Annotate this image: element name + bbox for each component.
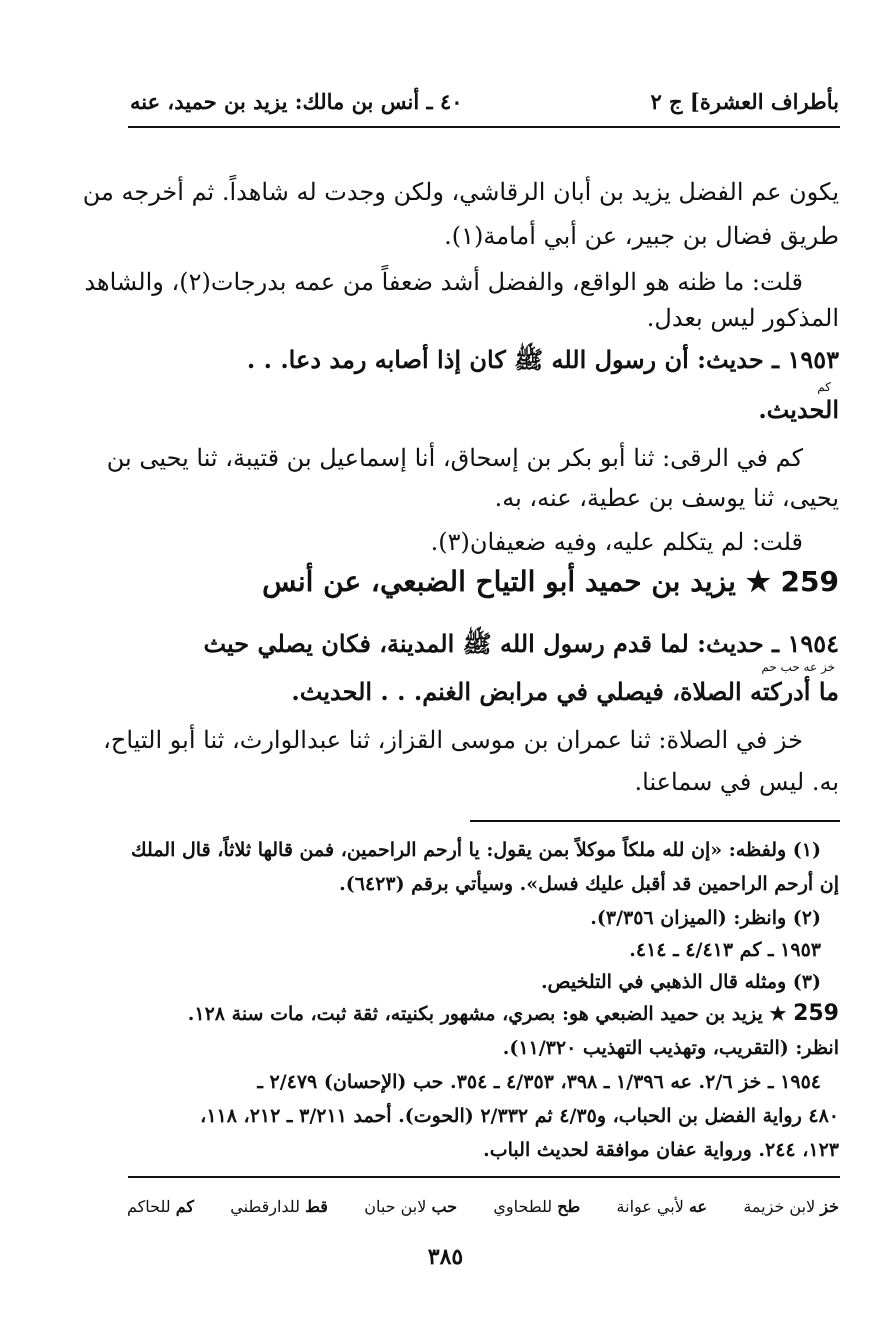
legend-item: قط للدارقطني [230, 1197, 328, 1216]
footnote-259-number: 259 [793, 1001, 839, 1026]
footnote-1954-line-3: ١٢٣، ٢٤٤. ورواية عفان موافقة لحديث الباب. [483, 1139, 839, 1161]
body-line-2: طريق فضال بن جبير، عن أبي أمامة(١). [444, 222, 839, 250]
body-line-3: قلت: ما ظنه هو الواقع، والفضل أشد ضعفاً من عمه بدرجات(٢)، والشاهد [84, 268, 803, 296]
abbreviation-legend [127, 1192, 839, 1222]
footnote-1-line-1: (١) ولفظه: «إن لله ملكاً موكلاً بمن يقول: يا أرحم الراحمين، فمن قالها ثلاثاً، قال الملك [131, 839, 821, 861]
footnote-1953-ref: ١٩٥٣ ـ كم ٤/٤١٣ ـ ٤١٤. [629, 939, 821, 961]
footnote-1954-line-2: ٤٨٠ رواية الفضل بن الحباب، و٤/٣٥ ثم ٢/٣٣٢ (الحوت). أحمد ٣/٢١١ ـ ٢١٢، ١١٨، [200, 1105, 839, 1127]
body-line-8: خز في الصلاة: ثنا عمران بن موسى القزاز، ثنا عبدالوارث، ثنا أبو التياح، [103, 726, 803, 754]
body-line-9: به. ليس في سماعنا. [634, 768, 839, 796]
legend-rule [128, 1176, 840, 1178]
hadith-1953-heading: ١٩٥٣ ـ حديث: أن رسول الله ﷺ كان إذا أصابه رمد دعا. . . [246, 345, 839, 374]
footnote-1954-line-1: ١٩٥٤ ـ خز ٢/٦. عه ١/٣٩٦ ـ ٣٩٨، ٤/٣٥٣ ـ ٣٥٤. حب (الإحسان) ٢/٤٧٩ ـ [257, 1071, 821, 1093]
star-icon: ★ [769, 1003, 787, 1025]
legend-item: كم للحاكم [127, 1197, 194, 1216]
tarjama-title: يزيد بن حميد أبو التياح الضبعي، عن أنس [262, 565, 736, 598]
legend-item: خز لابن خزيمة [743, 1197, 839, 1216]
running-header-book: بأطراف العشرة] ج ٢ [650, 89, 839, 114]
star-icon: ★ [745, 565, 771, 598]
legend-item: حب لابن حبان [364, 1197, 458, 1216]
hadith-1953-source-code: كم [817, 380, 831, 394]
legend-item: عه لأبي عوانة [616, 1197, 708, 1216]
footnote-259 [188, 998, 839, 1030]
tarjama-number: 259 [780, 565, 839, 598]
footnote-2: (٢) وانظر: (الميزان ٣/٣٥٦). [590, 907, 821, 929]
body-line-1: يكون عم الفضل يزيد بن أبان الرقاشي، ولكن وجدت له شاهداً. ثم أخرجه من [82, 178, 839, 206]
body-line-6: يحيى، ثنا يوسف بن عطية، عنه، به. [494, 484, 839, 512]
hadith-1954-heading: ١٩٥٤ ـ حديث: لما قدم رسول الله ﷺ المدينة، فكان يصلي حيث [203, 629, 839, 658]
body-line-7: قلت: لم يتكلم عليه، وفيه ضعيفان(٣). [430, 528, 803, 556]
header-rule [128, 126, 840, 128]
footnote-259-text: يزيد بن حميد الضبعي هو: بصري، مشهور بكنيته، ثقة ثبت، مات سنة ١٢٨. [187, 1003, 763, 1025]
footnote-3: (٣) ومثله قال الذهبي في التلخيص. [540, 971, 821, 993]
footnote-rule [470, 820, 840, 822]
footnote-259-ref: انظر: (التقريب، وتهذيب التهذيب ١١/٣٢٠). [502, 1037, 839, 1059]
hadith-1953-end: الحديث. [758, 395, 839, 424]
body-line-4: المذكور ليس بعدل. [646, 304, 839, 332]
hadith-1954-end: ما أدركته الصلاة، فيصلي في مرابض الغنم. . . الحديث. [291, 677, 839, 706]
footnote-1-line-2: إن أرحم الراحمين قد أقبل عليك فسل». وسيأتي برقم (٦٤٢٣). [339, 873, 839, 895]
tarjama-259 [262, 560, 839, 604]
legend-item: طح للطحاوي [493, 1197, 581, 1216]
running-header-section: ٤٠ ـ أنس بن مالك: يزيد بن حميد، عنه [130, 89, 463, 114]
hadith-1954-source-codes: خز عه حب حم [761, 660, 835, 674]
page-number: ٣٨٥ [427, 1244, 464, 1270]
body-line-5: كم في الرقى: ثنا أبو بكر بن إسحاق، أنا إسماعيل بن قتيبة، ثنا يحيى بن [106, 444, 803, 472]
